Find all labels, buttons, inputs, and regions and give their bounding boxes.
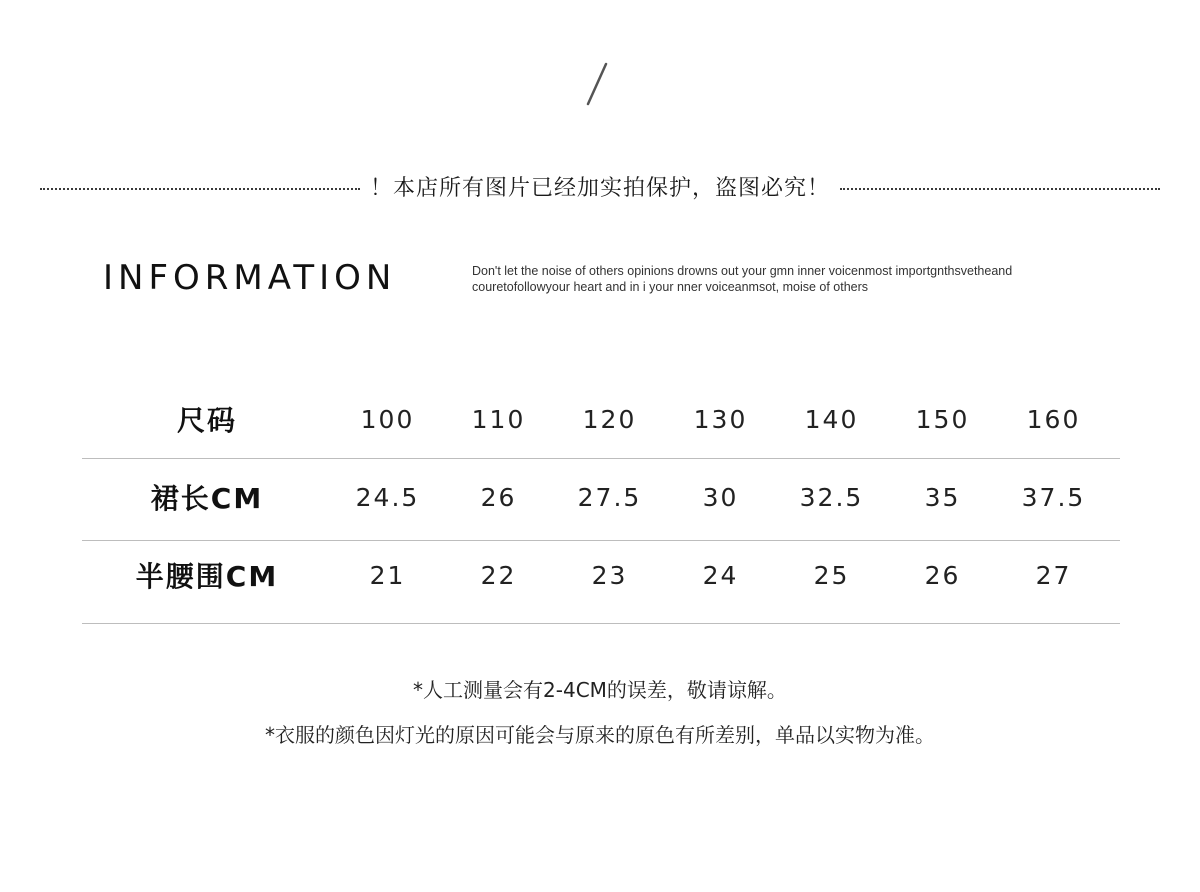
size-header-cell: 160 — [1026, 404, 1081, 434]
slash-decoration-icon — [582, 62, 612, 108]
half-waist-cell: 22 — [480, 560, 517, 590]
half-waist-cell: 24 — [702, 560, 739, 590]
information-description-line-1: Don't let the noise of others opinions drowns out your gmn inner voicenmost importgnthsvetheand — [472, 264, 1013, 278]
half-waist-label: 半腰围CM — [135, 560, 279, 593]
skirt-length-cell: 30 — [702, 482, 739, 512]
size-header-cell: 150 — [915, 404, 970, 434]
size-header-row — [82, 380, 1120, 458]
skirt-length-label: 裙长CM — [150, 482, 264, 515]
dotted-divider-left — [40, 188, 360, 190]
table-divider — [82, 623, 1120, 624]
skirt-length-cell: 27.5 — [577, 482, 642, 512]
copyright-notice-banner — [40, 168, 1160, 204]
half-waist-cell: 26 — [924, 560, 961, 590]
size-chart-table — [82, 380, 1120, 614]
measurement-error-note: *人工测量会有2-4CM的误差，敬请谅解。 — [413, 678, 787, 702]
size-header-cell: 110 — [471, 404, 526, 434]
half-waist-cell: 27 — [1035, 560, 1072, 590]
size-header-cell: 130 — [693, 404, 748, 434]
skirt-length-row — [82, 458, 1120, 536]
information-description-line-2: couretofollowyour heart and in i your nner voiceanmsot, moise of others — [472, 280, 869, 294]
skirt-length-cell: 24.5 — [355, 482, 420, 512]
skirt-length-cell: 26 — [480, 482, 517, 512]
table-divider — [82, 458, 1120, 459]
color-difference-note: *衣服的颜色因灯光的原因可能会与原来的原色有所差别，单品以实物为准。 — [265, 723, 935, 747]
size-header-cell: 100 — [360, 404, 415, 434]
size-header-label: 尺码 — [176, 404, 237, 437]
half-waist-cell: 21 — [369, 560, 406, 590]
size-header-cell: 120 — [582, 404, 637, 434]
information-heading: INFORMATION — [103, 258, 397, 298]
skirt-length-cell: 32.5 — [799, 482, 864, 512]
table-divider — [82, 540, 1120, 541]
half-waist-row — [82, 536, 1120, 614]
skirt-length-cell: 35 — [924, 482, 961, 512]
information-description — [472, 263, 1072, 295]
half-waist-cell: 25 — [813, 560, 850, 590]
half-waist-cell: 23 — [591, 560, 628, 590]
copyright-notice-text: ！本店所有图片已经加实拍保护，盗图必究！ — [370, 175, 831, 201]
size-header-cell: 140 — [804, 404, 859, 434]
skirt-length-cell: 37.5 — [1021, 482, 1086, 512]
dotted-divider-right — [840, 188, 1160, 190]
